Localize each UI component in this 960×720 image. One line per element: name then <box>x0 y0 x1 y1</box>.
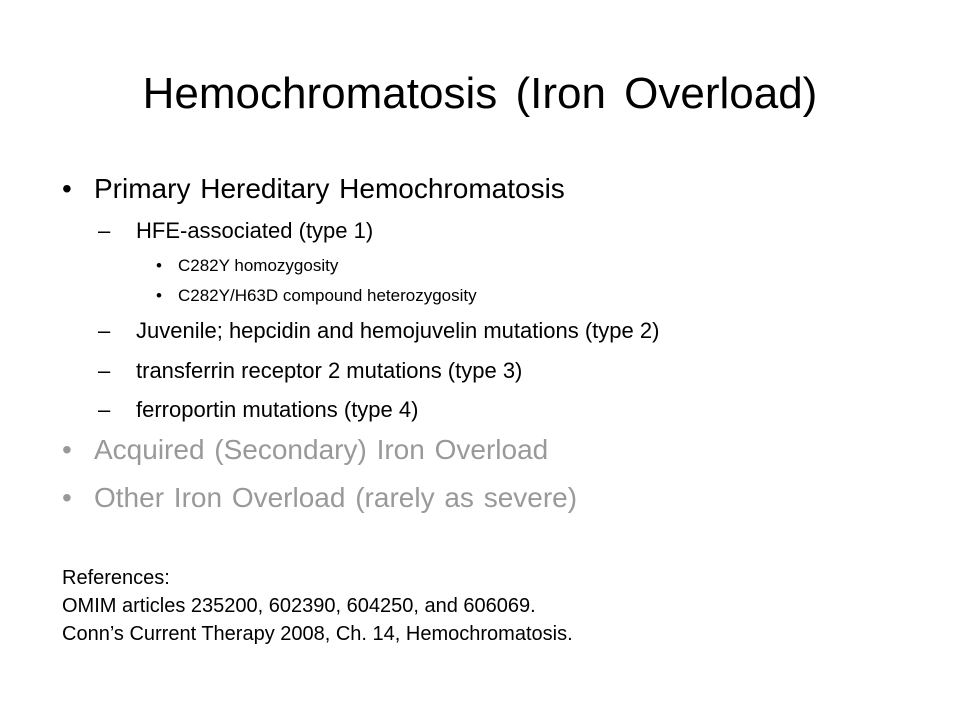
sub-bullet-text: ferroportin mutations (type 4) <box>136 397 419 422</box>
bullet-acquired-iron-overload <box>62 432 548 468</box>
sub-bullet-hfe-associated <box>98 217 373 245</box>
bullet-text: Primary Hereditary Hemochromatosis <box>94 173 565 204</box>
references-omim: OMIM articles 235200, 602390, 604250, and 606069. <box>62 595 536 617</box>
sub-sub-bullet-homozygosity <box>156 255 338 277</box>
references-heading: References: <box>62 567 170 589</box>
sub-bullet-juvenile <box>98 317 659 345</box>
bullet-marker: • <box>62 434 72 465</box>
dash-marker: – <box>98 397 111 422</box>
bullet-marker: • <box>156 286 162 305</box>
sub-bullet-text: Juvenile; hepcidin and hemojuvelin mutations (type 2) <box>136 318 660 343</box>
bullet-text: Other Iron Overload (rarely as severe) <box>94 482 578 513</box>
bullet-text: Acquired (Secondary) Iron Overload <box>94 434 549 465</box>
references <box>62 564 573 648</box>
sub-sub-bullet-text: C282Y/H63D compound heterozygosity <box>178 286 477 305</box>
sub-bullet-text: transferrin receptor 2 mutations (type 3) <box>136 358 523 383</box>
sub-bullet-transferrin-receptor <box>98 357 522 385</box>
references-conn: Conn’s Current Therapy 2008, Ch. 14, Hemochromatosis. <box>62 623 573 645</box>
dash-marker: – <box>98 318 111 343</box>
sub-sub-bullet-compound-heterozygosity <box>156 285 477 307</box>
bullet-marker: • <box>62 173 72 204</box>
bullet-primary-hereditary <box>62 171 565 207</box>
dash-marker: – <box>98 358 111 383</box>
bullet-marker: • <box>62 482 72 513</box>
dash-marker: – <box>98 218 111 243</box>
slide-title: Hemochromatosis (Iron Overload) <box>142 69 818 118</box>
sub-bullet-ferroportin <box>98 396 418 424</box>
bullet-other-iron-overload <box>62 480 577 516</box>
sub-sub-bullet-text: C282Y homozygosity <box>178 256 339 275</box>
bullet-marker: • <box>156 256 162 275</box>
sub-bullet-text: HFE-associated (type 1) <box>136 218 374 243</box>
